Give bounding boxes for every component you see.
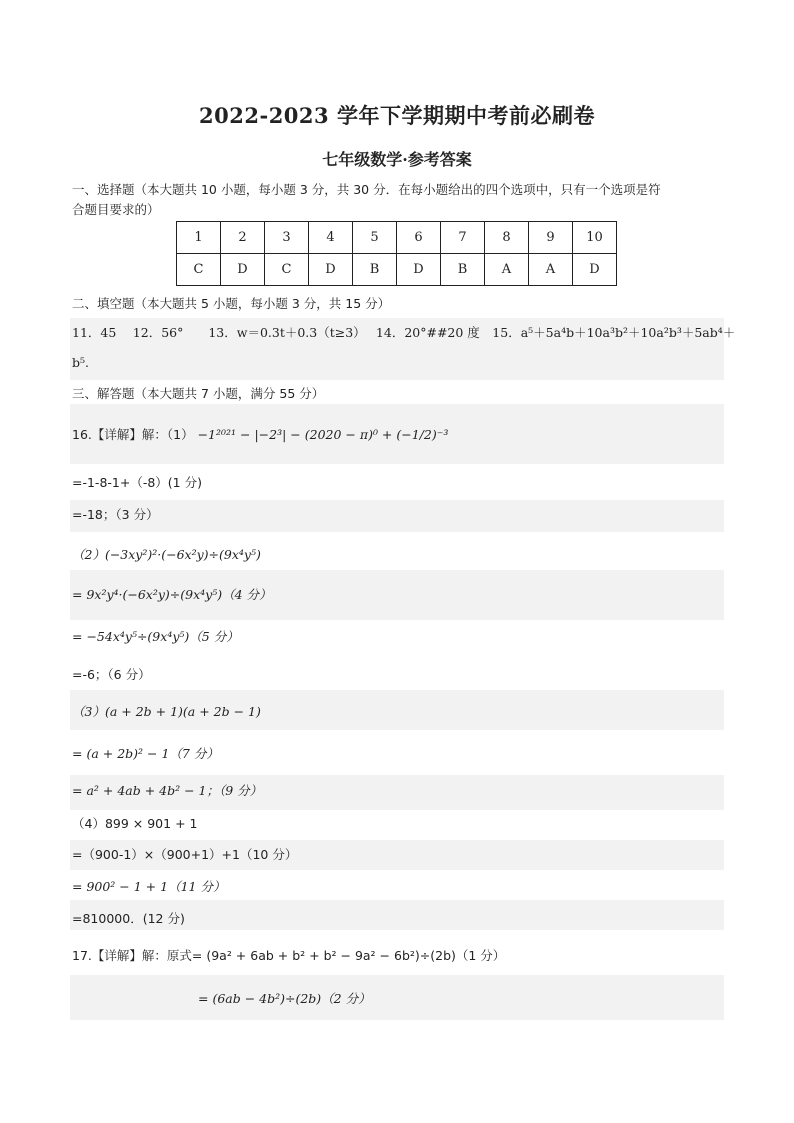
answer-cell: A (485, 254, 529, 286)
question-number: 9 (529, 222, 573, 254)
solution-step: =-6；（6 分） (72, 667, 151, 682)
answer-cell: D (221, 254, 265, 286)
section1-heading (72, 180, 732, 220)
solution-step: = a² + 4ab + 4b² − 1；（9 分） (72, 783, 263, 798)
answer-table-number-row (177, 222, 617, 254)
question-number: 7 (441, 222, 485, 254)
answer-cell: B (353, 254, 397, 286)
solution-band (70, 975, 724, 1020)
question-number: 10 (573, 222, 617, 254)
answer-cell: A (529, 254, 573, 286)
q17-line2: = (6ab − 4b²)÷(2b)（2 分） (198, 991, 371, 1006)
question-number: 8 (485, 222, 529, 254)
answer-cell: C (265, 254, 309, 286)
solution-step: （4）899 × 901 + 1 (72, 816, 198, 831)
section1-heading-line2: 合题目要求的） (72, 202, 160, 217)
question-number: 5 (353, 222, 397, 254)
q16-label: 16.【详解】解：（1） (72, 427, 194, 442)
solution-step: （2）(−3xy²)²·(−6x²y)÷(9x⁴y⁵) (72, 547, 261, 562)
section1-heading-line1: 一、选择题（本大题共 10 小题，每小题 3 分，共 30 分．在每小题给出的四个选项中，只有一个选项是符 (72, 182, 661, 197)
solution-step: =-1-8-1+（-8）(1 分) (72, 475, 202, 490)
question-number: 6 (397, 222, 441, 254)
solution-step: = 9x²y⁴·(−6x²y)÷(9x⁴y⁵)（4 分） (72, 587, 272, 602)
q17-line1: 17.【详解】解：原式= (9a² + 6ab + b² + b² − 9a² − 6b²)÷(2b)（1 分） (72, 948, 506, 963)
question-number: 2 (221, 222, 265, 254)
answer-cell: D (573, 254, 617, 286)
answer-table-answer-row (177, 254, 617, 286)
answer-cell: D (309, 254, 353, 286)
question-number: 1 (177, 222, 221, 254)
question-number: 3 (265, 222, 309, 254)
fill-in-answers-line2: b⁵. (72, 355, 89, 370)
section3-heading: 三、解答题（本大题共 7 小题，满分 55 分） (72, 386, 325, 401)
solution-step: = −54x⁴y⁵÷(9x⁴y⁵)（5 分） (72, 629, 239, 644)
page-subtitle: 七年级数学·参考答案 (322, 150, 472, 169)
solution-step: =810000．(12 分) (72, 911, 185, 926)
answer-cell: C (177, 254, 221, 286)
solution-step: =（900-1）×（900+1）+1（10 分） (72, 847, 298, 862)
answer-table (176, 221, 617, 286)
q16-line (72, 426, 448, 444)
answer-cell: B (441, 254, 485, 286)
q16-expression: −1²⁰²¹ − |−2³| − (2020 − π)⁰ + (−1/2)⁻³ (197, 427, 449, 442)
solution-step: （3）(a + 2b + 1)(a + 2b − 1) (72, 704, 261, 719)
solution-band (70, 500, 724, 532)
answer-cell: D (397, 254, 441, 286)
solution-step: = 900² − 1 + 1（11 分） (72, 879, 226, 894)
page-title: 2022-2023 学年下学期期中考前必刷卷 (199, 103, 595, 128)
solution-step: =-18；（3 分） (72, 507, 159, 522)
section2-heading: 二、填空题（本大题共 5 小题，每小题 3 分，共 15 分） (72, 296, 391, 311)
solution-step: = (a + 2b)² − 1（7 分） (72, 746, 219, 761)
question-number: 4 (309, 222, 353, 254)
fill-in-answers-line1: 11．45 12．56° 13．w＝0.3t＋0.3（t≥3） 14．20°##20 度 15．a⁵＋5a⁴b＋10a³b²＋10a²b³＋5ab⁴＋ (72, 325, 736, 340)
